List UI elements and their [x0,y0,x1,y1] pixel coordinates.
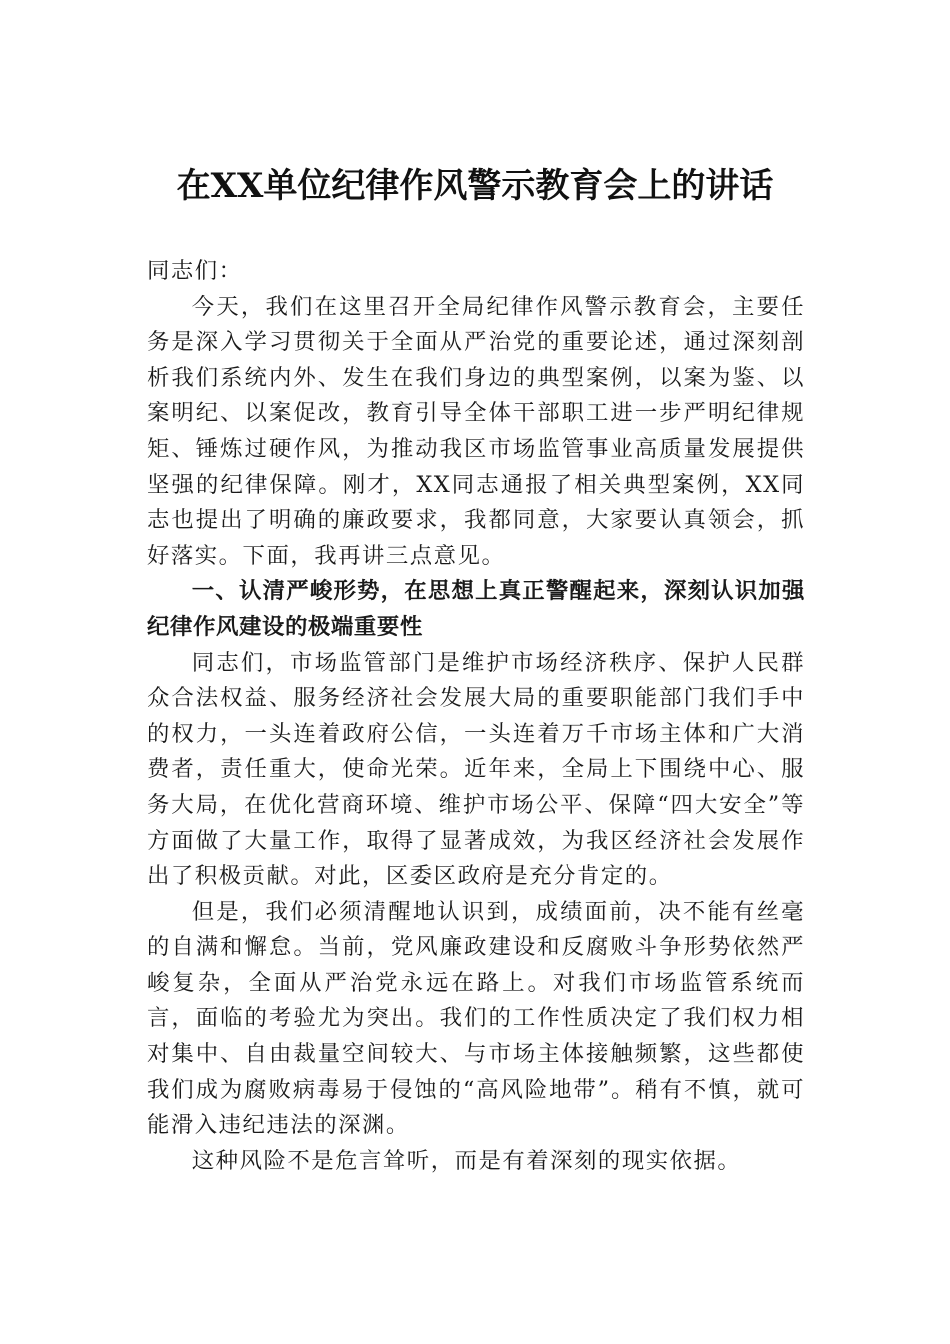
paragraph-body: 这种风险不是危言耸听，而是有着深刻的现实依据。 [191,1147,742,1174]
document-title: 在XX单位纪律作风警示教育会上的讲话 [176,166,774,206]
paragraph-body: 同志们，市场监管部门是维护市场经济秩序、保护人民群众合法权益、服务经济社会发展大局的重要职能部门我们手中的权力，一头连着政府公信，一头连着万千市场主体和广大消费者，责任重大，使命光荣。近年来，全局上下围绕中心、服务大局，在优化营商环境、维护市场公平、保障“四大安全”等方面做了大量工作，取得了显著成效，为我区经济社会发展作出了积极贡献。对此，区委区政府是充分肯定的。 [147,649,805,890]
document-body [147,254,805,1179]
paragraph-body: 但是，我们必须清醒地认识到，成绩面前，决不能有丝毫的自满和懈怠。当前，党风廉政建设和反腐败斗争形势依然严峻复杂，全面从严治党永远在路上。对我们市场监管系统而言，面临的考验尤为突出。我们的工作性质决定了我们权力相对集中、自由裁量空间较大、与市场主体接触频繁，这些都使我们成为腐败病毒易于侵蚀的“高风险地带”。稍有不慎，就可能滑入违纪违法的深渊。 [147,898,805,1139]
paragraph-intro: 今天，我们在这里召开全局纪律作风警示教育会，主要任务是深入学习贯彻关于全面从严治党的重要论述，通过深刻剖析我们系统内外、发生在我们身边的典型案例，以案为鉴、以案明纪、以案促改，教育引导全体干部职工进一步严明纪律规矩、锤炼过硬作风，为推动我区市场监管事业高质量发展提供坚强的纪律保障。刚才，XX同志通报了相关典型案例，XX同志也提出了明确的廉政要求，我都同意，大家要认真领会，抓好落实。下面，我再讲三点意见。 [147,293,805,569]
salutation: 同志们： [147,258,243,284]
section-heading-1: 一、认清严峻形势，在思想上真正警醒起来，深刻认识加强纪律作风建设的极端重要性 [147,578,805,640]
